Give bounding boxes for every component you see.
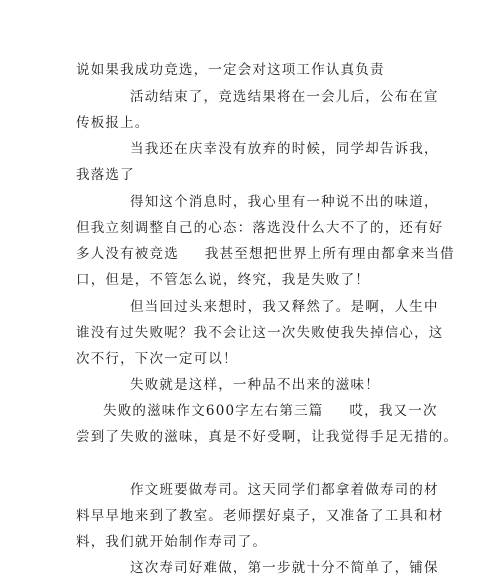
text-line: 但我立刻调整自己的心态：落选没什么大不了的，还有好	[76, 220, 444, 236]
text-line: 口，但是，不管怎么说，终究，我是失败了！	[76, 272, 370, 288]
text-line: 我落选了	[76, 167, 135, 183]
text-line: 活动结束了，竞选结果将在一会儿后，公布在宣	[130, 89, 439, 105]
text-segment: 多人没有被竞选	[76, 246, 179, 262]
text-segment: 哎，我又一次	[349, 403, 438, 419]
text-segment: 失败的滋味作文600字左右第三篇	[103, 403, 324, 419]
text-line	[76, 245, 455, 263]
text-line: 作文班要做寿司。这天同学们都拿着做寿司的材	[130, 482, 439, 498]
text-line: 但当回过头来想时，我又释然了。是啊，人生中	[130, 299, 439, 315]
text-line: 尝到了失败的滋味，真是不好受啊，让我觉得手足无措的。	[76, 429, 459, 445]
text-line: 料，我们就开始制作寿司了。	[76, 534, 268, 550]
text-line: 传板报上。	[76, 115, 150, 131]
text-line	[103, 402, 438, 420]
text-line: 料早早地来到了教室。老师摆好桌子，又准备了工具和材	[76, 508, 444, 524]
text-line: 谁没有过失败呢？我不会让这一次失败使我失掉信心，这	[76, 325, 444, 341]
text-line: 说如果我成功竞选，一定会对这项工作认真负责	[76, 62, 385, 78]
text-segment: 我甚至想把世界上所有理由都拿来当借	[204, 246, 455, 262]
text-line: 得知这个消息时，我心里有一种说不出的味道，	[130, 194, 439, 210]
text-line: 这次寿司好难做，第一步就十分不简单了，铺保	[130, 560, 439, 576]
text-line: 失败就是这样，一种品不出来的滋味！	[130, 377, 380, 393]
text-line: 当我还在庆幸没有放弃的时候，同学却告诉我，	[130, 141, 439, 157]
text-line: 次不行，下次一定可以！	[76, 351, 238, 367]
